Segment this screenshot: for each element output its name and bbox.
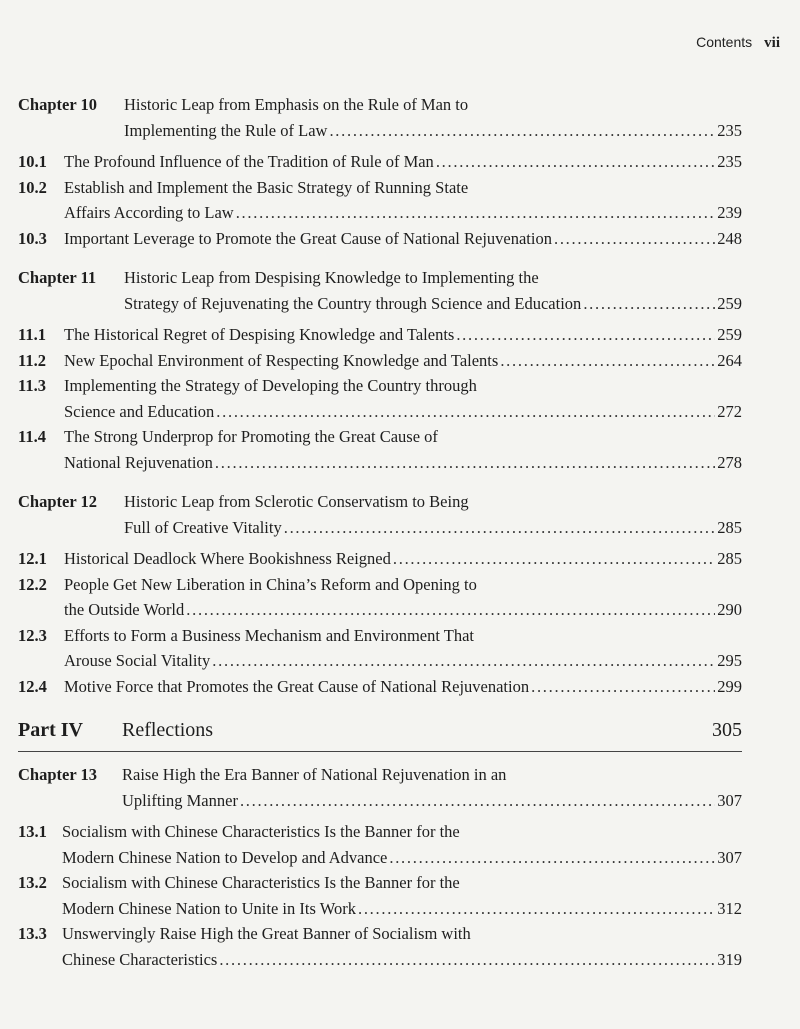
chapter-entry-title: Historic Leap from Sclerotic Conservatism to Being (124, 492, 469, 511)
chapter-entry-number: Chapter 10 (18, 95, 97, 114)
section-entry-number: 11.1 (18, 325, 46, 344)
section-entry-cont[interactable] (18, 200, 742, 226)
dot-leader (219, 947, 715, 973)
section-entry-title: The Profound Influence of the Tradition of Rule of Man (64, 152, 434, 171)
section-entry-title: The Historical Regret of Despising Knowledge and Talents (64, 325, 455, 344)
section-entry-cont[interactable] (18, 450, 742, 476)
section-entry-title: The Strong Underprop for Promoting the Great Cause of (64, 427, 438, 446)
section-entry-page: 264 (717, 350, 742, 370)
dot-leader (236, 200, 716, 226)
page-number: vii (764, 35, 780, 51)
section-entry-number: 13.3 (18, 924, 47, 943)
section-entry-number: 12.1 (18, 549, 47, 568)
section-entry[interactable] (18, 348, 742, 374)
chapter-entry-number: Chapter 11 (18, 268, 97, 287)
section-entry[interactable] (18, 870, 742, 896)
chapter-entry[interactable] (18, 762, 742, 788)
section-entry-page: 235 (717, 152, 742, 171)
section-entry-number: 11.4 (18, 427, 46, 446)
section-entry-cont-page: 295 (717, 651, 742, 670)
dot-leader (212, 648, 715, 674)
dot-leader (329, 118, 715, 144)
section-entry-title: Motive Force that Promotes the Great Cause of National Rejuvenation (64, 676, 530, 696)
section-entry-number: 11.3 (18, 376, 46, 395)
section-entry-cont-page: 290 (717, 600, 742, 619)
section-entry[interactable] (18, 373, 742, 399)
section-entry[interactable] (18, 226, 742, 252)
part-divider (18, 751, 742, 752)
dot-leader (583, 291, 715, 317)
chapter-entry-cont-title: Implementing the Rule of Law (124, 120, 328, 140)
chapter-entry-title: Historic Leap from Emphasis on the Rule of Man to (124, 95, 469, 114)
running-head (696, 34, 780, 52)
section-entry[interactable] (18, 819, 742, 845)
chapter-entry-cont-title: Uplifting Manner (122, 790, 238, 810)
dot-leader (500, 348, 715, 374)
part-title: Reflections (122, 719, 214, 741)
chapter-entry-cont-page: 307 (717, 790, 742, 810)
section-entry[interactable] (18, 623, 742, 649)
chapter-entry-title: Historic Leap from Despising Knowledge to Implementing the (124, 268, 539, 287)
section-entry-cont-title: National Rejuvenation (64, 452, 213, 472)
chapter-entry[interactable] (18, 489, 742, 515)
chapter-entry-cont-page: 259 (717, 293, 742, 313)
section-entry-title: People Get New Liberation in China’s Reform and Opening to (64, 574, 477, 594)
section-entry[interactable] (18, 546, 742, 572)
dot-leader (186, 597, 715, 623)
section-entry-cont-title: Arouse Social Vitality (64, 651, 211, 670)
section-entry-page: 259 (717, 325, 742, 344)
section-entry-title: Socialism with Chinese Characteristics Is the Banner for the (62, 822, 460, 841)
section-entry-cont-title: Affairs According to Law (64, 203, 234, 222)
section-entry[interactable] (18, 175, 742, 201)
section-entry-title: Establish and Implement the Basic Strategy of Running State (64, 177, 469, 197)
dot-leader (436, 149, 715, 175)
section-entry-cont[interactable] (18, 845, 742, 871)
section-entry-number: 13.1 (18, 822, 47, 841)
section-entry-title: New Epochal Environment of Respecting Knowledge and Talents (64, 350, 499, 370)
section-entry-cont[interactable] (18, 648, 742, 674)
section-entry-title: Socialism with Chinese Characteristics Is the Banner for the (62, 873, 460, 892)
dot-leader (456, 322, 715, 348)
chapter-entry-cont-page: 285 (717, 517, 742, 537)
section-entry-number: 10.2 (18, 177, 47, 197)
section-entry-page: 299 (717, 676, 742, 696)
dot-leader (531, 674, 715, 700)
section-entry-cont-title: the Outside World (64, 600, 185, 619)
table-of-contents (18, 92, 742, 972)
section-entry[interactable] (18, 921, 742, 947)
chapter-entry-number: Chapter 13 (18, 765, 97, 784)
section-entry-number: 10.1 (18, 152, 47, 171)
chapter-entry[interactable] (18, 92, 742, 118)
section-entry-number: 12.4 (18, 676, 47, 696)
chapter-entry-title: Raise High the Era Banner of National Rejuvenation in an (122, 765, 507, 784)
part-heading[interactable] (18, 713, 742, 747)
part-label: Part IV (18, 719, 83, 741)
dot-leader (389, 845, 715, 871)
section-entry-cont-title: Chinese Characteristics (62, 949, 218, 969)
section-entry-cont-title: Modern Chinese Nation to Unite in Its Work (62, 898, 356, 918)
section-entry-cont-page: 272 (717, 401, 742, 421)
section-entry-cont-page: 278 (717, 452, 742, 472)
section-entry-title: Historical Deadlock Where Bookishness Reigned (64, 549, 391, 568)
section-entry[interactable] (18, 674, 742, 700)
section-entry-page: 285 (717, 549, 742, 568)
chapter-entry-cont-title: Strategy of Rejuvenating the Country through Science and Education (124, 293, 582, 313)
chapter-entry-cont[interactable] (18, 515, 742, 541)
section-entry-title: Efforts to Form a Business Mechanism and Environment That (64, 625, 475, 645)
section-entry-cont-page: 312 (717, 898, 742, 918)
chapter-entry[interactable] (18, 265, 742, 291)
chapter-entry-cont[interactable] (18, 291, 742, 317)
section-entry-cont[interactable] (18, 597, 742, 623)
running-head-title: Contents (696, 34, 753, 50)
section-entry[interactable] (18, 322, 742, 348)
chapter-entry-cont-title: Full of Creative Vitality (124, 517, 282, 537)
section-entry-number: 13.2 (18, 873, 47, 892)
dot-leader (240, 788, 715, 814)
chapter-entry-number: Chapter 12 (18, 492, 97, 511)
section-entry[interactable] (18, 149, 742, 175)
section-entry-cont-page: 319 (717, 949, 742, 969)
section-entry-cont[interactable] (18, 896, 742, 922)
section-entry-cont[interactable] (18, 947, 742, 973)
section-entry-number: 12.3 (18, 625, 47, 645)
section-entry-number: 10.3 (18, 228, 47, 248)
section-entry-cont-title: Science and Education (64, 401, 215, 421)
section-entry[interactable] (18, 424, 742, 450)
dot-leader (215, 450, 715, 476)
dot-leader (358, 896, 715, 922)
dot-leader (284, 515, 716, 541)
section-entry-number: 11.2 (18, 350, 46, 370)
dot-leader (393, 546, 715, 572)
chapter-entry-cont[interactable] (18, 788, 742, 814)
section-entry[interactable] (18, 572, 742, 598)
dot-leader (216, 399, 715, 425)
part-page: 305 (712, 719, 742, 741)
section-entry-title: Unswervingly Raise High the Great Banner of Socialism with (62, 924, 471, 943)
section-entry-title: Important Leverage to Promote the Great Cause of National Rejuvenation (64, 228, 552, 248)
section-entry-cont-title: Modern Chinese Nation to Develop and Advance (62, 847, 388, 867)
section-entry-title: Implementing the Strategy of Developing the Country through (64, 376, 477, 395)
section-entry-cont-page: 307 (717, 847, 742, 867)
section-entry-cont-page: 239 (717, 203, 742, 222)
section-entry-page: 248 (717, 228, 742, 248)
chapter-entry-cont-page: 235 (717, 120, 742, 140)
dot-leader (554, 226, 715, 252)
section-entry-cont[interactable] (18, 399, 742, 425)
chapter-entry-cont[interactable] (18, 118, 742, 144)
section-entry-number: 12.2 (18, 574, 47, 594)
